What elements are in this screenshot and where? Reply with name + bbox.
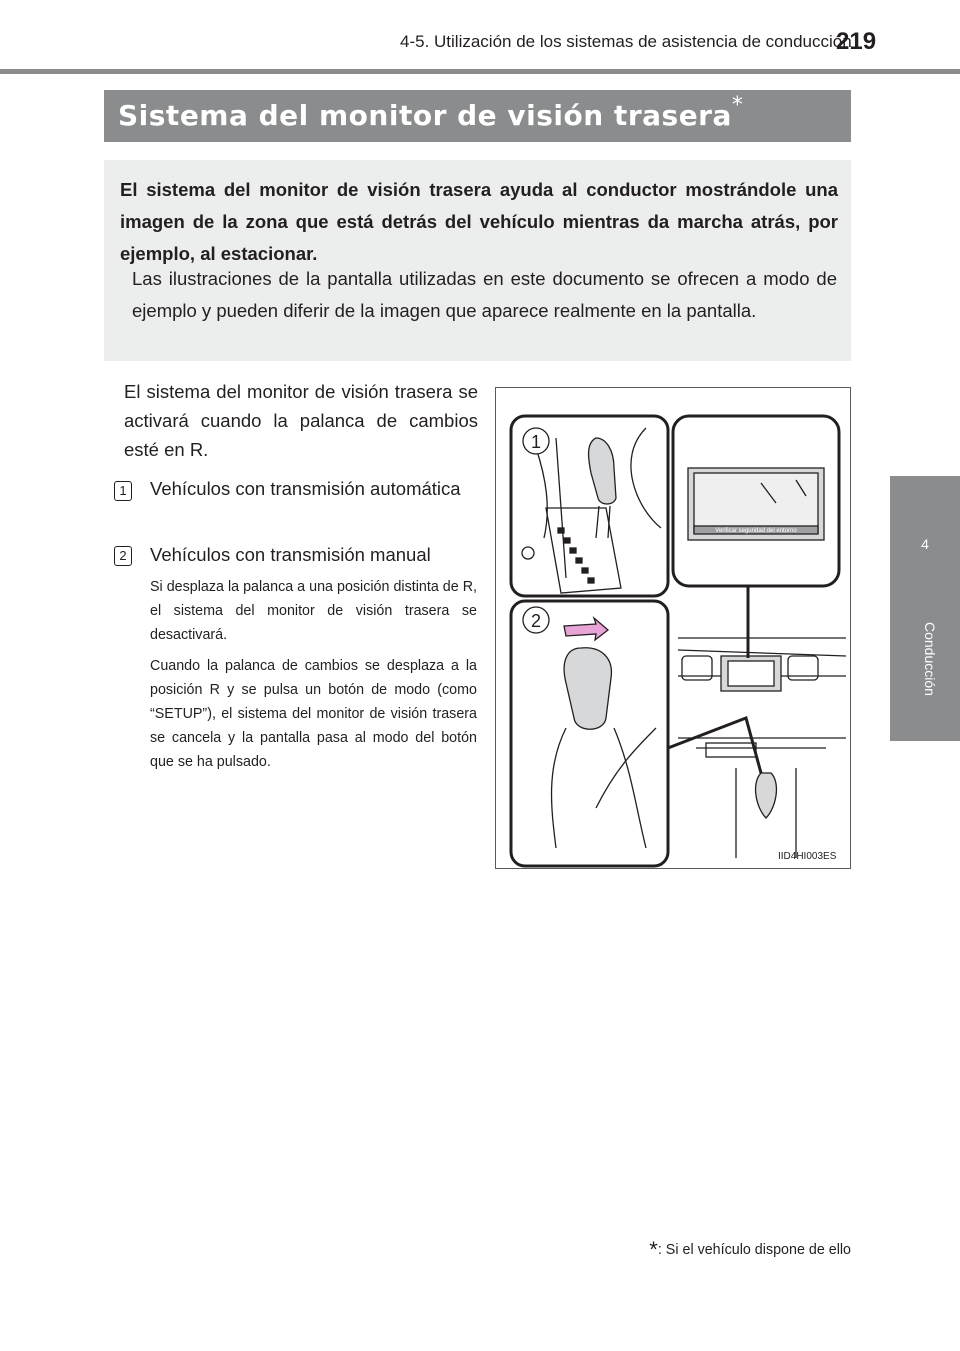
chapter-label: Conducción (922, 621, 938, 696)
note-paragraph: Cuando la palanca de cambios se desplaza a la posición R y se pulsa un botón de modo (como “SETUP”), el sistema del monitor de visión trasera se cancela y la pantalla pasa al modo del botón que se ha pulsado. (150, 658, 477, 770)
section-title-bar (104, 90, 851, 142)
screen-caption: Verificar seguridad del entorno (715, 528, 797, 534)
footnote (610, 1237, 851, 1263)
intro-box (104, 160, 851, 361)
illustration-drawing (496, 388, 851, 869)
chapter-tab (890, 476, 960, 741)
note-paragraph: Si desplaza la palanca a una posición distinta de R, el sistema del monitor de visión trasera se desactivará. (150, 579, 477, 643)
title-asterisk-icon: * (731, 93, 744, 118)
list-item-automatic: Vehículos con transmisión automática (150, 478, 461, 499)
section-title (118, 93, 744, 132)
page-number: 219 (836, 28, 877, 55)
header-divider (0, 69, 960, 74)
callout-2: 2 (530, 611, 542, 631)
footnote-text: : Si el vehículo dispone de ello (657, 1242, 851, 1258)
list-number-1: 1 (114, 481, 132, 501)
list-number-2: 2 (114, 546, 132, 566)
asterisk-icon: * (649, 1237, 658, 1262)
list-item-manual: Vehículos con transmisión manual (150, 544, 431, 565)
figure-code: IID4HI003ES (778, 851, 837, 862)
body-paragraph: El sistema del monitor de visión trasera se activará cuando la palanca de cambios esté en R. (124, 381, 478, 460)
shift-lever-illustration (495, 387, 851, 869)
intro-note: Las ilustraciones de la pantalla utilizadas en este documento se ofrecen a modo de ejemplo y pueden diferir de la imagen que aparece realmente en la pantalla. (132, 268, 837, 321)
callout-1: 1 (530, 432, 542, 452)
chapter-number: 4 (921, 536, 929, 552)
section-header: 4-5. Utilización de los sistemas de asistencia de conducción (400, 32, 852, 51)
manual-panel (511, 601, 668, 866)
intro-summary: El sistema del monitor de visión trasera ayuda al conductor mostrándole una imagen de la zona que está detrás del vehículo mientras da marcha atrás, por ejemplo, al estacionar. (120, 179, 838, 264)
section-title-text: Sistema del monitor de visión trasera (118, 99, 732, 132)
